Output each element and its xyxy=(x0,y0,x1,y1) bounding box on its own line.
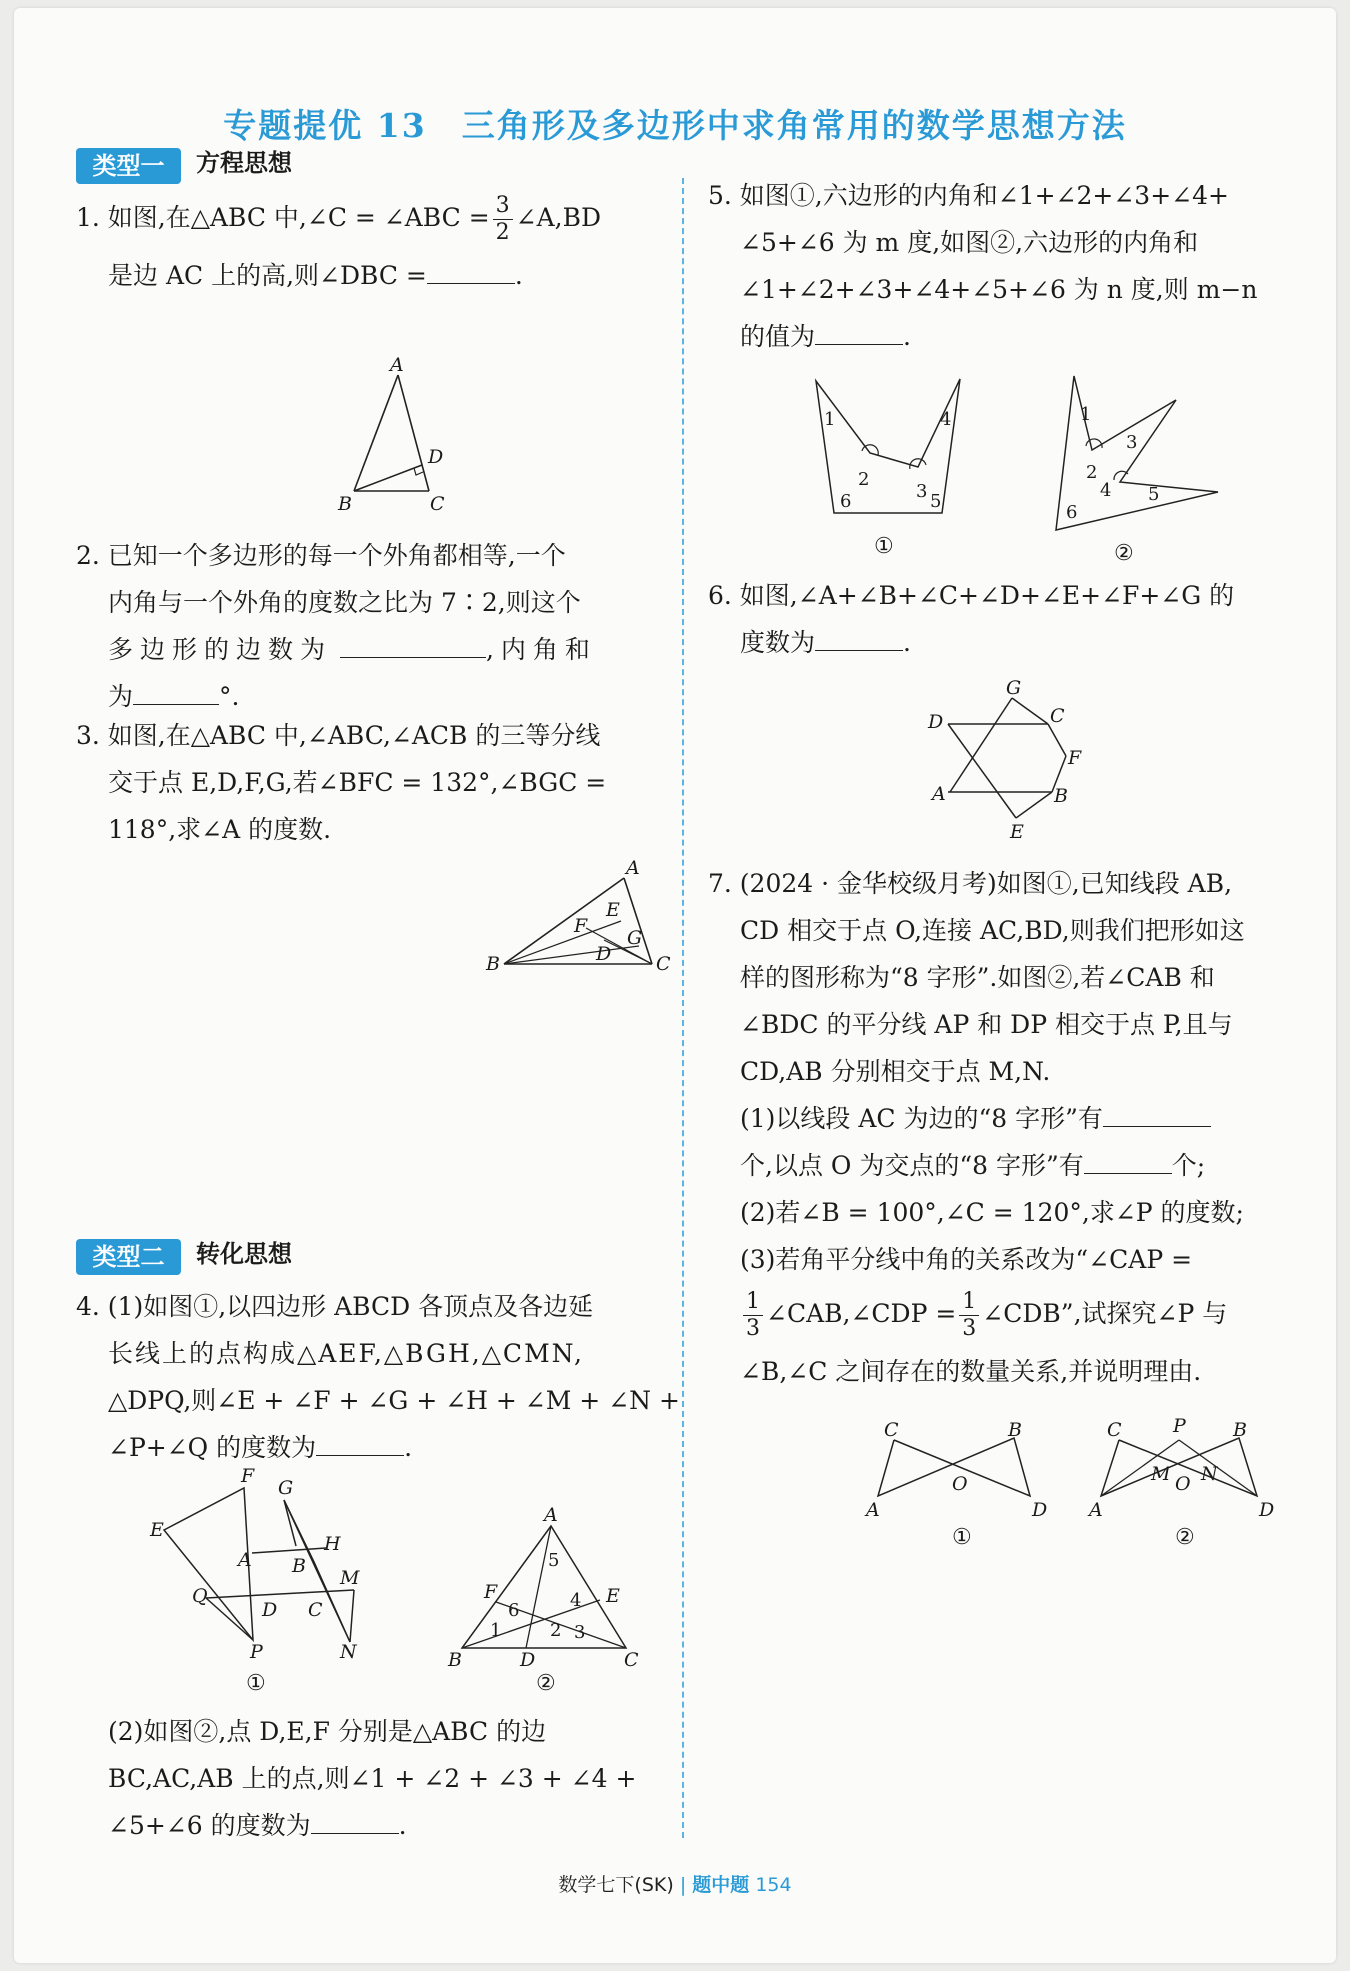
problem-6-line-1: 6. 如图,∠A+∠B+∠C+∠D+∠E+∠F+∠G 的 xyxy=(708,581,1235,610)
problem-5 xyxy=(708,172,1257,360)
figure-problem-1 xyxy=(324,354,454,517)
svg-text:B: B xyxy=(1054,785,1068,807)
problem-1-line-1 xyxy=(76,193,601,246)
footer-separator: | xyxy=(679,1874,687,1896)
svg-text:C: C xyxy=(624,1649,639,1671)
problem-3 xyxy=(76,712,606,853)
svg-text:C: C xyxy=(1050,705,1065,727)
problem-3-line-2: 交于点 E,D,F,G,若∠BFC = 132°,∠BGC = xyxy=(108,768,607,797)
svg-text:F: F xyxy=(484,1581,498,1603)
text: (1)以线段 AC 为边的“8 字形”有 xyxy=(740,1104,1103,1133)
figure-problem-7-2 xyxy=(1089,1415,1275,1552)
svg-text:3: 3 xyxy=(916,481,928,502)
svg-text:1: 1 xyxy=(824,409,836,430)
problem-6-line-2 xyxy=(740,619,1234,666)
svg-text:1: 1 xyxy=(490,1620,502,1641)
caption-2: ② xyxy=(536,1671,556,1696)
text: ,内角和 xyxy=(485,635,597,664)
svg-text:A: A xyxy=(390,354,404,376)
problem-1-line-2 xyxy=(108,252,601,299)
svg-text:3: 3 xyxy=(574,1622,586,1643)
svg-text:P: P xyxy=(1173,1415,1186,1437)
svg-text:M: M xyxy=(340,1567,360,1589)
problem-7-q5: ∠B,∠C 之间存在的数量关系,并说明理由. xyxy=(740,1357,1202,1386)
svg-text:5: 5 xyxy=(548,1550,560,1571)
svg-text:G: G xyxy=(278,1477,294,1499)
figure-eight-1-diagram xyxy=(864,1419,1048,1550)
text: ∠A,BD xyxy=(515,203,602,232)
problem-7-q2: (2)若∠B = 100°,∠C = 120°,求∠P 的度数; xyxy=(740,1198,1244,1227)
page xyxy=(14,8,1336,1963)
problem-7-line-4: ∠BDC 的平分线 AP 和 DP 相交于点 P,且与 xyxy=(740,1010,1233,1039)
svg-text:P: P xyxy=(250,1641,263,1663)
svg-text:G: G xyxy=(1006,677,1022,699)
problem-3-line-3: 118°,求∠A 的度数. xyxy=(108,815,332,844)
problem-5-line-1: 5. 如图①,六边形的内角和∠1+∠2+∠3+∠4+ xyxy=(708,181,1229,210)
quadrilateral-extended-diagram xyxy=(150,1465,384,1698)
triangle-abd-diagram xyxy=(324,354,454,515)
denominator: 2 xyxy=(495,220,510,245)
svg-text:2: 2 xyxy=(858,469,870,490)
svg-text:D: D xyxy=(596,943,612,965)
problem-4-part-2-line-2: BC,AC,AB 上的点,则∠1 + ∠2 + ∠3 + ∠4 + xyxy=(108,1764,637,1793)
svg-text:O: O xyxy=(1175,1473,1191,1495)
svg-text:B: B xyxy=(338,493,352,515)
answer-blank[interactable] xyxy=(311,1811,399,1834)
numerator: 1 xyxy=(959,1289,979,1316)
svg-text:D: D xyxy=(428,446,444,468)
footer-brand: 题中题 xyxy=(692,1874,750,1896)
problem-2 xyxy=(76,532,597,720)
svg-text:E: E xyxy=(606,899,620,921)
problem-4-part-2-line-1: (2)如图②,点 D,E,F 分别是△ABC 的边 xyxy=(108,1717,547,1746)
svg-text:B: B xyxy=(1233,1419,1247,1441)
svg-text:5: 5 xyxy=(930,491,942,512)
svg-text:A: A xyxy=(544,1504,558,1526)
svg-text:2: 2 xyxy=(1086,462,1098,483)
svg-text:E: E xyxy=(150,1519,164,1541)
svg-text:D: D xyxy=(1259,1499,1275,1521)
text: 度数为 xyxy=(740,628,816,657)
footer-book: 数学七下(SK) xyxy=(558,1874,674,1896)
text: . xyxy=(903,628,911,657)
svg-text:G: G xyxy=(627,927,643,949)
concave-hexagon-1-diagram xyxy=(794,373,974,563)
svg-text:C: C xyxy=(430,493,445,515)
figure-problem-3 xyxy=(474,857,674,980)
text: . xyxy=(398,1811,407,1840)
page-footer xyxy=(14,1870,1336,1897)
fraction xyxy=(493,193,513,246)
svg-text:B: B xyxy=(486,953,500,975)
svg-text:C: C xyxy=(884,1419,899,1441)
problem-6 xyxy=(708,572,1234,666)
svg-text:4: 4 xyxy=(570,1590,582,1611)
problem-7-q3: (3)若角平分线中角的关系改为“∠CAP = xyxy=(740,1245,1193,1274)
problem-7-q1 xyxy=(740,1095,1245,1142)
svg-text:B: B xyxy=(1008,1419,1022,1441)
answer-blank[interactable] xyxy=(133,682,219,705)
text: 个; xyxy=(1171,1151,1206,1180)
problem-7-q1-cont xyxy=(740,1142,1245,1189)
answer-blank[interactable] xyxy=(1103,1104,1211,1127)
figure-problem-5-1 xyxy=(794,373,974,567)
section-tag-1: 类型一 xyxy=(76,148,181,184)
svg-text:C: C xyxy=(308,1599,323,1621)
svg-text:F: F xyxy=(241,1465,255,1487)
problem-4-line-3: △DPQ,则∠E + ∠F + ∠G + ∠H + ∠M + ∠N + xyxy=(108,1386,680,1415)
svg-text:C: C xyxy=(1107,1419,1122,1441)
text: 多边形的边数为 xyxy=(108,635,333,664)
svg-text:6: 6 xyxy=(840,491,852,512)
text: . xyxy=(514,261,523,290)
text: °. xyxy=(219,682,240,711)
text: . xyxy=(404,1433,413,1462)
denominator: 3 xyxy=(962,1316,977,1341)
text: ∠CAB,∠CDP = xyxy=(766,1299,957,1328)
problem-5-line-2: ∠5+∠6 为 m 度,如图②,六边形的内角和 xyxy=(740,228,1199,257)
numerator: 3 xyxy=(493,193,513,220)
svg-text:2: 2 xyxy=(550,1620,562,1641)
problem-4 xyxy=(76,1283,680,1471)
caption-1: ① xyxy=(952,1525,972,1550)
svg-text:A: A xyxy=(1089,1499,1103,1521)
text: 是边 AC 上的高,则∠DBC = xyxy=(108,261,427,290)
svg-text:D: D xyxy=(520,1649,536,1671)
problem-4-line-1: 4. (1)如图①,以四边形 ABCD 各顶点及各边延 xyxy=(76,1292,594,1321)
problem-7-line-2: CD 相交于点 O,连接 AC,BD,则我们把形如这 xyxy=(740,916,1245,945)
problem-7 xyxy=(708,860,1245,1395)
svg-text:A: A xyxy=(932,783,946,805)
answer-blank[interactable] xyxy=(427,261,515,284)
star-polygon-diagram xyxy=(926,677,1106,844)
svg-text:6: 6 xyxy=(508,1600,520,1621)
svg-text:4: 4 xyxy=(940,409,952,430)
problem-7-line-1: 7. (2024 · 金华校级月考)如图①,已知线段 AB, xyxy=(708,869,1233,898)
svg-text:E: E xyxy=(606,1585,620,1607)
caption-2: ② xyxy=(1175,1525,1195,1550)
concave-hexagon-2-diagram xyxy=(1044,370,1224,566)
triangle-cevians-diagram xyxy=(448,1504,644,1698)
answer-blank[interactable] xyxy=(340,635,486,658)
figure-problem-7-1 xyxy=(864,1419,1048,1552)
section-name-1: 方程思想 xyxy=(196,149,292,177)
text: . xyxy=(903,322,911,351)
text: 为 xyxy=(108,682,134,711)
svg-text:4: 4 xyxy=(1100,480,1112,501)
caption-1: ① xyxy=(246,1671,266,1696)
page-number: 154 xyxy=(755,1874,792,1896)
problem-7-q3-cont xyxy=(740,1289,1245,1342)
svg-text:1: 1 xyxy=(1080,404,1092,425)
text: ∠CDB”,试探究∠P 与 xyxy=(982,1299,1228,1328)
problem-2-line-2: 内角与一个外角的度数之比为 7∶2,则这个 xyxy=(108,588,581,617)
problem-4-line-4 xyxy=(108,1424,680,1471)
column-divider xyxy=(682,178,684,1838)
text: ∠P+∠Q 的度数为 xyxy=(108,1433,317,1462)
svg-text:D: D xyxy=(262,1599,278,1621)
problem-4-line-2: 长线上的点构成△AEF,△BGH,△CMN, xyxy=(108,1339,584,1368)
problem-1 xyxy=(76,193,601,299)
svg-text:A: A xyxy=(238,1549,252,1571)
text: ∠5+∠6 的度数为 xyxy=(108,1811,311,1840)
svg-text:C: C xyxy=(656,953,671,975)
svg-text:D: D xyxy=(928,711,944,733)
svg-text:A: A xyxy=(626,857,640,879)
figure-eight-2-diagram xyxy=(1089,1415,1275,1550)
svg-text:F: F xyxy=(574,915,588,937)
svg-text:E: E xyxy=(1010,821,1024,843)
svg-text:B: B xyxy=(292,1555,306,1577)
figure-problem-4-1 xyxy=(150,1465,384,1702)
answer-blank[interactable] xyxy=(1084,1151,1172,1174)
fraction xyxy=(743,1289,763,1342)
svg-text:B: B xyxy=(448,1649,462,1671)
problem-5-line-3: ∠1+∠2+∠3+∠4+∠5+∠6 为 n 度,则 m−n xyxy=(740,275,1258,304)
section-name-2: 转化思想 xyxy=(196,1240,292,1268)
svg-text:N: N xyxy=(340,1641,357,1663)
svg-text:N: N xyxy=(1201,1463,1218,1485)
svg-text:6: 6 xyxy=(1066,502,1078,523)
svg-text:5: 5 xyxy=(1148,484,1160,505)
svg-text:H: H xyxy=(324,1533,341,1555)
problem-5-line-4 xyxy=(740,313,1257,360)
problem-2-line-1: 2. 已知一个多边形的每一个外角都相等,一个 xyxy=(76,541,566,570)
answer-blank[interactable] xyxy=(316,1433,404,1456)
svg-text:O: O xyxy=(952,1473,968,1495)
denominator: 3 xyxy=(746,1316,760,1341)
svg-text:F: F xyxy=(1068,747,1082,769)
problem-7-line-5: CD,AB 分别相交于点 M,N. xyxy=(740,1057,1051,1086)
svg-text:D: D xyxy=(1032,1499,1048,1521)
figure-problem-6 xyxy=(926,677,1106,848)
caption-1: ① xyxy=(874,534,894,559)
answer-blank[interactable] xyxy=(815,628,903,651)
figure-problem-5-2 xyxy=(1044,370,1224,564)
text: 的值为 xyxy=(740,322,816,351)
figure-problem-4-2 xyxy=(448,1504,644,1702)
answer-blank[interactable] xyxy=(815,322,903,345)
trisector-triangle-diagram xyxy=(474,857,674,976)
section-tag-2: 类型二 xyxy=(76,1239,181,1275)
problem-4-part-2-line-3 xyxy=(108,1802,636,1849)
text: 1. 如图,在△ABC 中,∠C = ∠ABC = xyxy=(76,203,490,232)
text: 个,以点 O 为交点的“8 字形”有 xyxy=(740,1151,1084,1180)
problem-4-part-2 xyxy=(108,1708,636,1849)
problem-3-line-1: 3. 如图,在△ABC 中,∠ABC,∠ACB 的三等分线 xyxy=(76,721,601,750)
caption-2: ② xyxy=(1114,541,1134,566)
page-title: 专题提优 13 三角形及多边形中求角常用的数学思想方法 xyxy=(223,106,1127,145)
svg-text:A: A xyxy=(866,1499,880,1521)
svg-text:M: M xyxy=(1151,1463,1171,1485)
problem-2-line-3 xyxy=(108,626,597,673)
problem-7-line-3: 样的图形称为“8 字形”.如图②,若∠CAB 和 xyxy=(740,963,1215,992)
numerator: 1 xyxy=(743,1289,763,1316)
fraction xyxy=(959,1289,979,1342)
svg-text:Q: Q xyxy=(192,1585,208,1607)
svg-text:3: 3 xyxy=(1126,432,1138,453)
